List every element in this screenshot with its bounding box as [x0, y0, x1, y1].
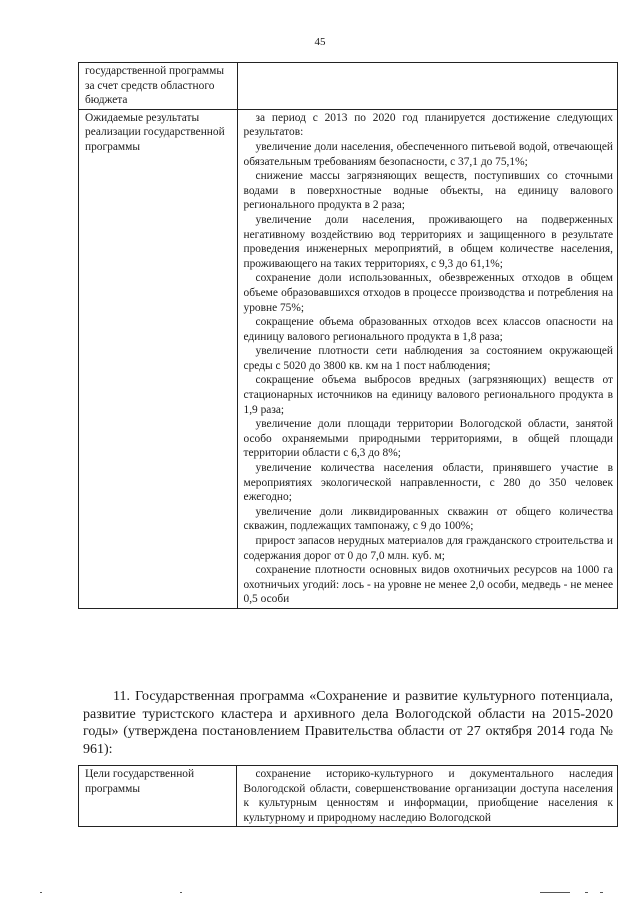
program-passport-table — [78, 62, 618, 609]
result-item: увеличение доли населения, проживающего на подверженных негативному воздействию вод территориях и защищенного в результате проведения инженерных мероприятий, в общем количестве населения, проживающего на таких территориях, с 9,3 до 61,1%; — [243, 213, 613, 270]
result-item: увеличение количества населения области, принявшего участие в мероприятиях экологической направленности, с 280 до 350 человек ежегодно; — [243, 462, 613, 504]
row-label: Цели государственной программы — [79, 766, 237, 827]
result-item: сокращение объема образованных отходов всех классов опасности на единицу валового регионального продукта в 1,8 раза; — [243, 316, 613, 343]
result-item: увеличение доли населения, обеспеченного питьевой водой, отвечающей обязательным требованиям безопасности, с 37,1 до 75,1%; — [243, 140, 613, 168]
goals-cell — [237, 766, 618, 827]
result-item: сохранение плотности основных видов охотничьих ресурсов на 1000 га охотничьих угодий: лось - на уровне не менее 2,0 особи, медведь - не менее 0,5 особи — [243, 564, 613, 606]
table-row-goals — [79, 766, 618, 827]
table-row-expected-results — [79, 109, 618, 608]
result-item: увеличение доли ликвидированных скважин от общего количества скважин, подлежащих тампонажу, с 9 до 100%; — [243, 505, 613, 533]
result-item: сохранение доли использованных, обезвреженных отходов в общем объеме образовавшихся отходов в процессе производства и потребления на уровне 75%; — [243, 272, 613, 314]
result-item: прирост запасов нерудных материалов для гражданского строительства и содержания дорог от 0 до 7,0 млн. куб. м; — [243, 535, 613, 562]
result-item: увеличение доли площади территории Вологодской области, занятой особо охраняемыми природными территориями, в общей площади территории области с 6,3 до 8%; — [243, 418, 613, 460]
section-heading: 11. Государственная программа «Сохранение и развитие культурного потенциала, развитие туристского кластера и архивного дела Вологодской области на 2015-2020 годы» (утверждена постановлением Правительства области от 27 октября 2014 года № 961): — [83, 689, 613, 757]
program-goals-table — [78, 765, 618, 827]
row-label: Ожидаемые результаты реализации государственной программы — [79, 109, 238, 608]
page-number: 45 — [314, 36, 326, 48]
result-item: увеличение плотности сети наблюдения за состоянием окружающей среды с 5020 до 3800 кв. км на 1 пост наблюдения; — [243, 345, 613, 372]
result-item: снижение массы загрязняющих веществ, поступивших со сточными водами в поверхностные водные объекты, на единицу валового регионального продукта в 2 раза; — [243, 170, 613, 212]
result-item: за период с 2013 по 2020 год планируется достижение следующих результатов: — [243, 111, 613, 139]
row-label: государственной программы за счет средств областного бюджета — [79, 63, 238, 110]
table-row-funding — [79, 63, 618, 110]
row-content-empty — [237, 63, 617, 110]
result-item: сокращение объема выбросов вредных (загрязняющих) веществ от стационарных источников на единицу валового регионального продукта в 1,9 раза; — [243, 374, 613, 416]
goals-text: сохранение историко-культурного и документального наследия Вологодской области, совершенствование организации доступа населения к культурным ценностям и информации, приобщение населения к культурному и природному наследию Вологодской — [243, 768, 613, 824]
scan-edge-marks — [0, 892, 640, 900]
expected-results-cell — [237, 109, 617, 608]
